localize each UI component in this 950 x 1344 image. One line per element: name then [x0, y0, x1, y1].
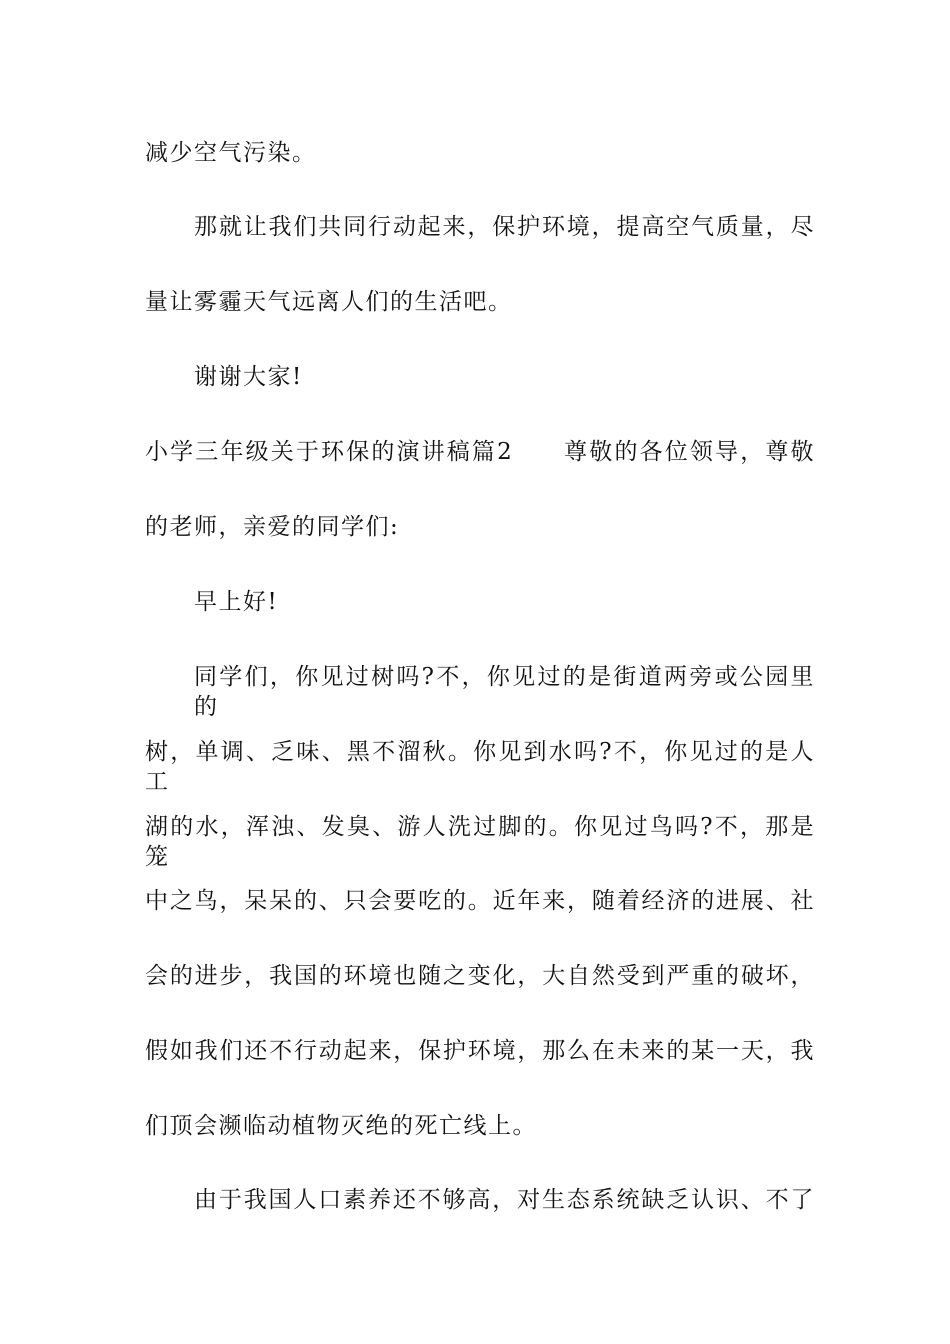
paragraph-line: 谢谢大家! — [194, 364, 303, 390]
paragraph-line: 早上好! — [194, 589, 279, 615]
paragraph-line: 的老师，亲爱的同学们: — [145, 514, 400, 540]
section-heading-line: 小学三年级关于环保的演讲稿篇2 尊敬的各位领导，尊敬 — [145, 439, 815, 465]
paragraph-line: 假如我们还不行动起来，保护环境，那么在未来的某一天，我 — [145, 1038, 815, 1064]
paragraph-line: 会的进步，我国的环境也随之变化，大自然受到严重的破坏， — [145, 963, 815, 989]
paragraph-line: 中之鸟，呆呆的、只会要吃的。近年来，随着经济的进展、社 — [145, 888, 815, 914]
paragraph-line: 同学们，你见过树吗?不，你见过的是街道两旁或公园里的 — [194, 664, 815, 720]
paragraph-line: 由于我国人口素养还不够高，对生态系统缺乏认识、不了 — [194, 1187, 815, 1213]
paragraph-line: 那就让我们共同行动起来，保护环境，提高空气质量，尽 — [194, 214, 815, 240]
paragraph-line: 们顶会濒临动植物灭绝的死亡线上。 — [145, 1113, 537, 1139]
paragraph-line: 减少空气污染。 — [145, 140, 317, 166]
paragraph-line: 湖的水，浑浊、发臭、游人洗过脚的。你见过鸟吗?不，那是笼 — [145, 814, 815, 870]
paragraph-line: 量让雾霾天气远离人们的生活吧。 — [145, 289, 513, 315]
paragraph-line: 树，单调、乏味、黑不溜秋。你见到水吗?不，你见过的是人工 — [145, 739, 815, 795]
